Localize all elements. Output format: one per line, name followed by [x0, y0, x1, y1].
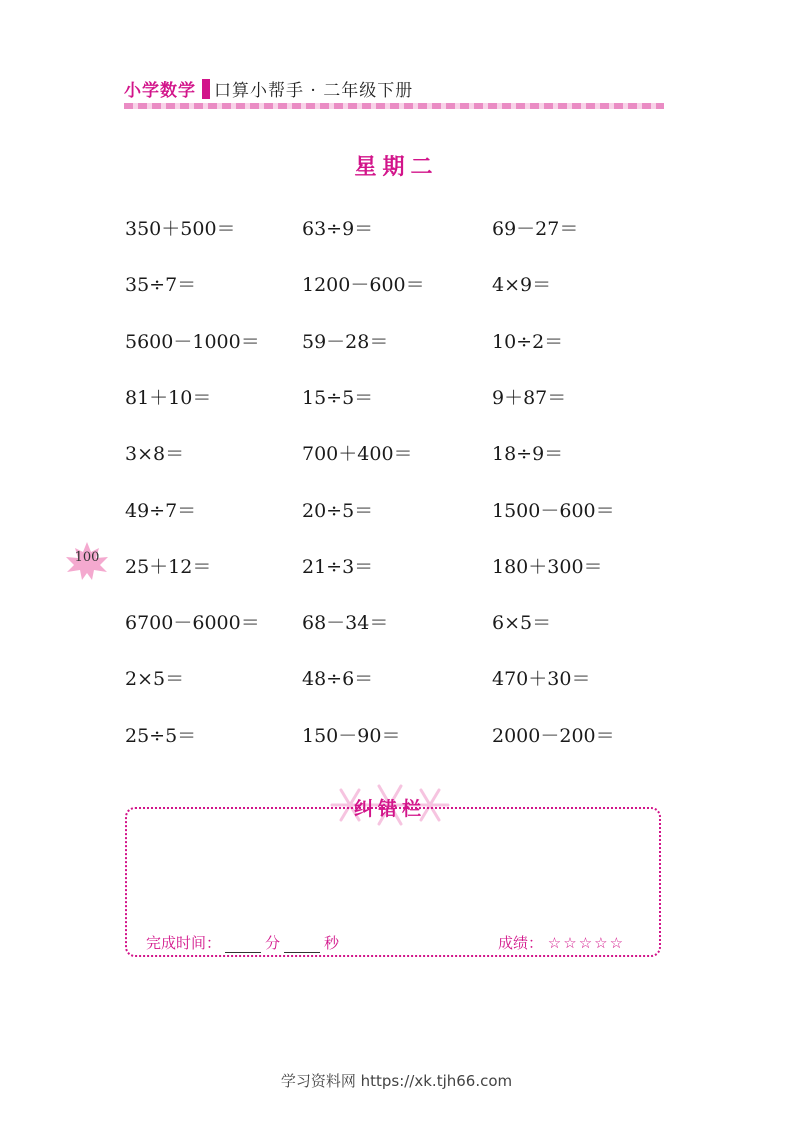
- second-unit: 秒: [324, 934, 340, 952]
- problem-item: 1200－600＝: [302, 274, 425, 296]
- completion-time: [146, 932, 339, 953]
- problem-item: 1500－600＝: [492, 500, 615, 522]
- problem-item: 6×5＝: [492, 612, 552, 634]
- problem-item: 350＋500＝: [125, 218, 236, 240]
- problem-item: 81＋10＝: [125, 387, 212, 409]
- problem-item: 15÷5＝: [302, 387, 374, 409]
- score-label: 成绩：: [498, 934, 544, 952]
- problem-item: 9＋87＝: [492, 387, 567, 409]
- minute-unit: 分: [265, 934, 281, 952]
- problem-item: 10÷2＝: [492, 331, 564, 353]
- problem-item: 35÷7＝: [125, 274, 197, 296]
- score-area: [498, 932, 625, 953]
- time-label: 完成时间：: [146, 934, 222, 952]
- problem-item: 180＋300＝: [492, 556, 603, 578]
- problem-item: 150－90＝: [302, 725, 401, 747]
- problem-item: 69－27＝: [492, 218, 579, 240]
- problem-item: 21÷3＝: [302, 556, 374, 578]
- day-title: 星期二: [354, 155, 439, 180]
- problem-item: 4×9＝: [492, 274, 552, 296]
- problem-item: 700＋400＝: [302, 443, 413, 465]
- series-title: 小学数学: [124, 81, 196, 101]
- star-rating[interactable]: ☆☆☆☆☆: [547, 934, 626, 952]
- book-title: 口算小帮手 · 二年级下册: [214, 81, 414, 101]
- seconds-blank[interactable]: [284, 936, 320, 953]
- problem-item: 49÷7＝: [125, 500, 197, 522]
- watermark: 学习资料网 https://xk.tjh66.com: [280, 1072, 513, 1090]
- minutes-blank[interactable]: [225, 936, 261, 953]
- page-number: 100: [74, 550, 100, 565]
- correction-box-title: 纠错栏: [353, 798, 426, 820]
- problem-item: 63÷9＝: [302, 218, 374, 240]
- problem-item: 59－28＝: [302, 331, 389, 353]
- problem-item: 20÷5＝: [302, 500, 374, 522]
- problem-item: 2×5＝: [125, 668, 185, 690]
- problem-item: 6700－6000＝: [125, 612, 260, 634]
- problem-item: 25＋12＝: [125, 556, 212, 578]
- problem-item: 5600－1000＝: [125, 331, 260, 353]
- problem-item: 3×8＝: [125, 443, 185, 465]
- problem-item: 2000－200＝: [492, 725, 615, 747]
- problem-item: 25÷5＝: [125, 725, 197, 747]
- problem-item: 470＋30＝: [492, 668, 591, 690]
- problem-item: 48÷6＝: [302, 668, 374, 690]
- problem-item: 18÷9＝: [492, 443, 564, 465]
- problem-item: 68－34＝: [302, 612, 389, 634]
